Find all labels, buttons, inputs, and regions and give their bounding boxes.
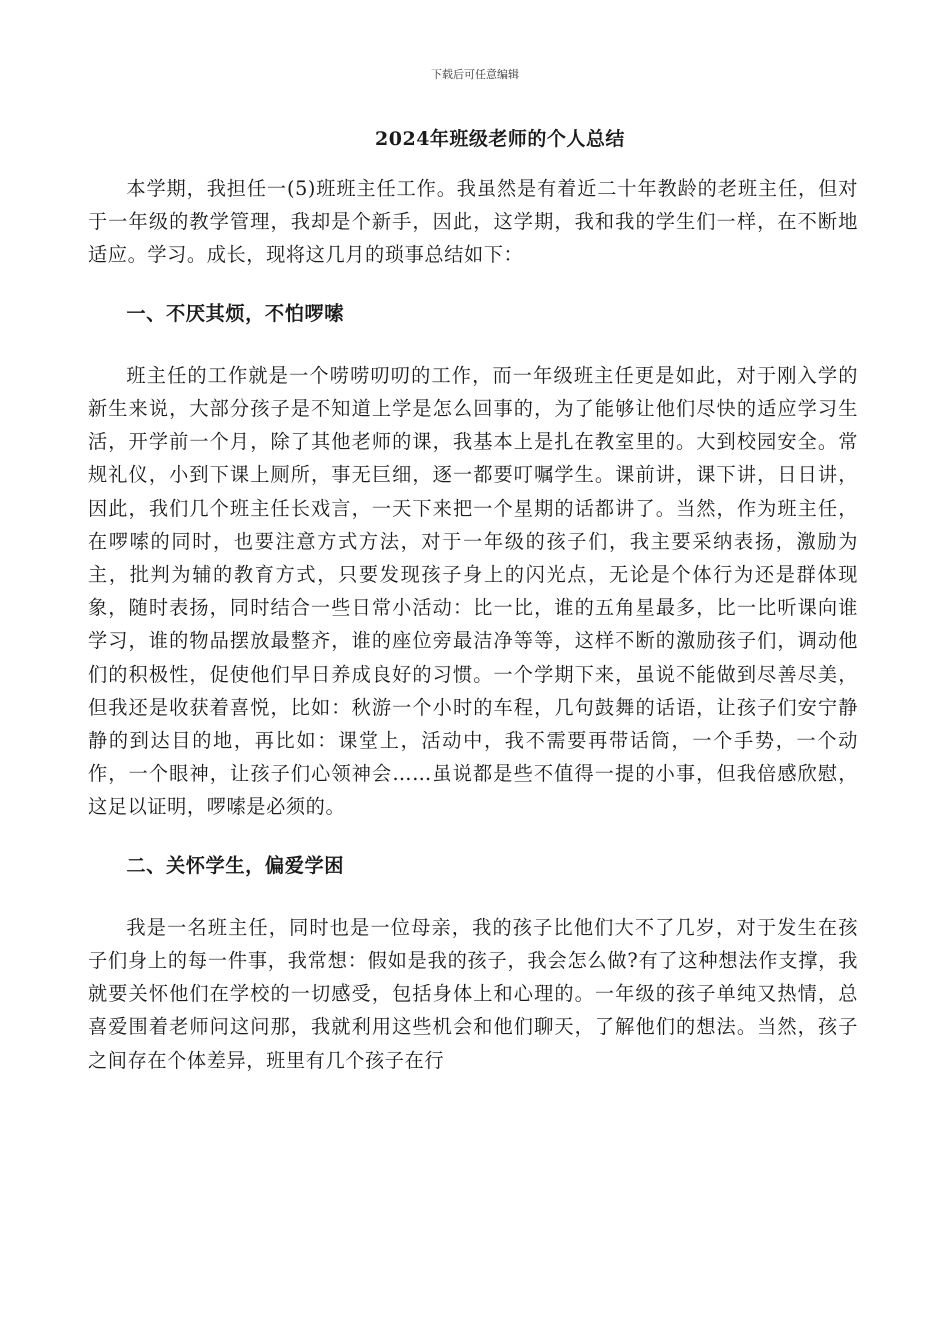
section1-paragraph: 班主任的工作就是一个唠唠叨叨的工作，而一年级班主任更是如此，对于刚入学的新生来说，大部分孩子是不知道上学是怎么回事的，为了能够让他们尽快的适应学习生活，开学前一个月，除了其他老师的课，我基本上是扎在教室里的。大到校园安全。常规礼仪，小到下课上厕所，事无巨细，逐一都要叮嘱学生。课前讲，课下讲，日日讲，因此，我们几个班主任长戏言，一天下来把一个星期的话都讲了。当然，作为班主任，在啰嗦的同时，也要注意方式方法，对于一年级的孩子们，我主要采纳表扬，激励为主，批判为辅的教育方式，只要发现孩子身上的闪光点，无论是个体行为还是群体现象，随时表扬，同时结合一些日常小活动：比一比，谁的五角星最多，比一比听课向谁学习，谁的物品摆放最整齐，谁的座位旁最洁净等等，这样不断的激励孩子们，调动他们的积极性，促使他们早日养成良好的习惯。一个学期下来，虽说不能做到尽善尽美，但我还是收获着喜悦，比如：秋游一个小时的车程，几句鼓舞的话语，让孩子们安宁静静的到达目的地，再比如：课堂上，活动中，我不需要再带话筒，一个手势，一个动作，一个眼神，让孩子们心领神会……虽说都是些不值得一提的小事，但我倍感欣慰，这足以证明，啰嗦是必须的。 bbox=[88, 363, 858, 819]
section2-paragraph: 我是一名班主任，同时也是一位母亲，我的孩子比他们大不了几岁，对于发生在孩子们身上的每一件事，我常想：假如是我的孩子，我会怎么做?有了这种想法作支撑，我就要关怀他们在学校的一切感受，包括身体上和心理的。一年级的孩子单纯又热情，总喜爱围着老师问这问那，我就利用这些机会和他们聊天，了解他们的想法。当然，孩子之间存在个体差异，班里有几个孩子在行 bbox=[88, 915, 858, 1072]
section2-heading: 二、关怀学生，偏爱学困 bbox=[126, 853, 345, 877]
header-note: 下载后可任意编辑 bbox=[431, 68, 519, 81]
document-title: 2024年班级老师的个人总结 bbox=[375, 128, 625, 150]
section1-heading: 一、不厌其烦，不怕啰嗦 bbox=[126, 301, 345, 325]
intro-paragraph: 本学期，我担任一(5)班班主任工作。我虽然是有着近二十年教龄的老班主任，但对于一年级的教学管理，我却是个新手，因此，这学期，我和我的学生们一样，在不断地适应。学习。成长，现将这几月的琐事总结如下： bbox=[88, 177, 858, 267]
document-body bbox=[88, 172, 858, 1077]
